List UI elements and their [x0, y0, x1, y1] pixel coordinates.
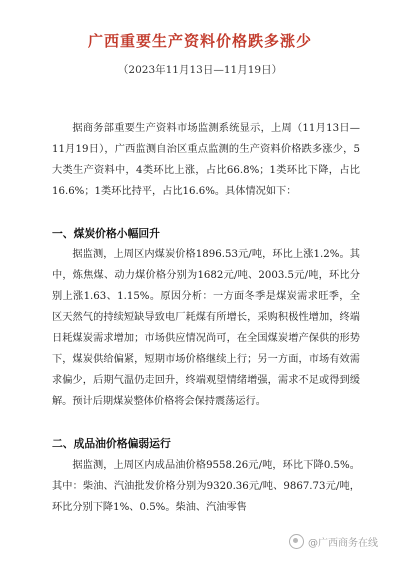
date-range-subtitle: （2023年11月13日—11月19日）	[117, 64, 283, 76]
watermark	[289, 534, 378, 549]
weibo-logo-icon	[289, 534, 304, 549]
intro-paragraph: 据商务部重要生产资料市场监测系统显示，上周（11月13日—11月19日），广西监测自治区重点监测的生产资料价格跌多涨少，5大类生产资料中，4类环比上涨，占比66.8%；1类环比下降，占比16.6%；1类环比持平，占比16.6%。具体情况如下：	[52, 123, 360, 197]
section-heading-oil: 二、成品油价格偏弱运行	[52, 437, 171, 450]
section-body-oil: 据监测，上周区内成品油价格9558.26元/吨，环比下降0.5%。其中：柴油、汽油批发价格分别为9320.36元/吨、9867.73元/吨，环比分别下降1%、0.5%。柴油、汽油零售	[52, 460, 360, 513]
section-heading-coal: 一、煤炭价格小幅回升	[52, 227, 160, 240]
watermark-text: @广西商务在线	[308, 538, 378, 549]
section-body-coal: 据监测，上周区内煤炭价格1896.53元/吨，环比上涨1.2%。其中，炼焦煤、动力煤价格分别为1682元/吨、2003.5元/吨，环比分别上涨1.63、1.15%。原因分析：一方面冬季是煤炭需求旺季，全区天然气的持续短缺导致电厂耗煤有所增长，采购积极性增加，终端日耗煤炭需求增加；市场供应情况尚可，在全国煤炭增产保供的形势下，煤炭供给偏紧，短期市场价格继续上行；另一方面，市场有效需求偏少，后期气温仍走回升，终端观望情绪增强，需求不足或得到缓解。预计后期煤炭整体价格将会保持震荡运行。	[52, 249, 360, 407]
page-title: 广西重要生产资料价格跌多涨少	[87, 32, 312, 50]
